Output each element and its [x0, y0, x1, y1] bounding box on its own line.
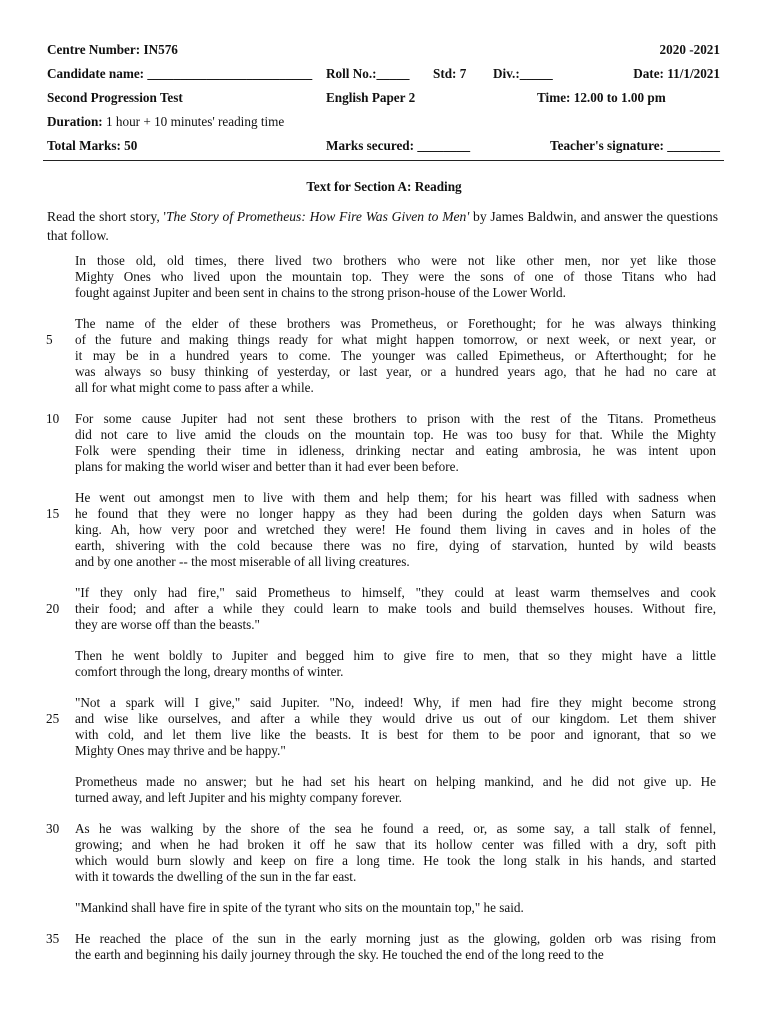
line-number: 15	[46, 506, 60, 521]
story-paragraph	[75, 253, 716, 301]
story-line	[75, 459, 716, 475]
story-paragraph	[46, 585, 716, 633]
candidate-name: Candidate name: _________________________	[47, 66, 313, 81]
header-row-3	[47, 90, 720, 114]
line-text: Prometheus made no answer; but he had set his heart on helping mankind, and he did not give up. He	[75, 774, 716, 789]
story-line	[75, 585, 716, 601]
story-line	[46, 411, 716, 427]
line-text: and wise like ourselves, and after a while they would drive us out of our kingdom. Let them shiver	[75, 711, 716, 726]
line-text: it may be in a hundred years to come. The younger was called Epimetheus, or Afterthought; for he	[75, 348, 716, 363]
header-row-2	[47, 66, 720, 90]
paper-name: English Paper 2	[326, 90, 416, 105]
line-text: with cold, and let them live like the beasts. It is best for them to be poor and ignorant, that so we	[75, 727, 716, 742]
line-number: 10	[46, 411, 60, 426]
line-number: 30	[46, 821, 60, 836]
line-text: plans for making the world wiser and better than it had ever been before.	[75, 459, 459, 474]
story-line	[46, 821, 716, 837]
line-number: 5	[46, 332, 53, 347]
story-title: The Story of Prometheus: How Fire Was Given to Men'	[165, 209, 470, 224]
line-text: As he was walking by the shore of the sea he found a reed, or, as some say, a tall stalk of fennel,	[75, 821, 716, 836]
story-line	[75, 837, 716, 853]
story-line	[75, 348, 716, 364]
story-paragraph	[75, 648, 716, 680]
line-text: they are worse off than the beasts."	[75, 617, 260, 632]
line-text: of the future and making things ready for what might happen tomorrow, or next week, or next year, or	[75, 332, 716, 347]
line-text: the earth and beginning his daily journey through the sky. He touched the end of the long reed to the	[75, 947, 604, 962]
story-line	[75, 900, 716, 916]
line-text: He went out amongst men to live with them and help them; for his heart was filled with sadness when	[75, 490, 716, 505]
line-text: The name of the elder of these brothers was Prometheus, or Forethought; for he was always thinking	[75, 316, 716, 331]
story-paragraph	[46, 931, 716, 963]
total-marks: Total Marks: 50	[47, 138, 138, 153]
story-paragraph	[75, 900, 716, 916]
exam-date: Date: 11/1/2021	[633, 66, 720, 81]
story-line	[75, 869, 716, 885]
header-row-5	[47, 138, 720, 162]
story-paragraph	[46, 695, 716, 759]
story-line	[75, 538, 716, 554]
line-text: their food; and after a while they could learn to make tools and build themselves houses. Without fire,	[75, 601, 716, 616]
line-text: all for what might come to pass after a while.	[75, 380, 314, 395]
line-text: He reached the place of the sun in the early morning just as the glowing, golden orb was rising from	[75, 931, 716, 946]
story-line	[46, 711, 716, 727]
story-line	[75, 427, 716, 443]
story-line	[75, 443, 716, 459]
line-text: turned away, and left Jupiter and his mighty company forever.	[75, 790, 402, 805]
story-line	[75, 617, 716, 633]
standard: Std: 7	[433, 66, 467, 81]
line-text: fought against Jupiter and been sent in chains to the strong prison-house of the Lower World.	[75, 285, 566, 300]
line-text: "If they only had fire," said Prometheus to himself, "they could at least warm themselves and cook	[75, 585, 716, 600]
story-line	[75, 648, 716, 664]
line-text: did not care to live amid the clouds on the mountain top. He was too busy for that. While the Mighty	[75, 427, 716, 442]
story-line	[75, 853, 716, 869]
line-text: Folk were spending their time in idleness, drinking nectar and eating ambrosia, he was intent upon	[75, 443, 716, 458]
line-text: and by one another -- the most miserable of all living creatures.	[75, 554, 410, 569]
intro-before: Read the short story, '	[47, 209, 166, 224]
line-text: Then he went boldly to Jupiter and begged him to give fire to men, that so they might have a little	[75, 648, 716, 663]
story-line	[75, 727, 716, 743]
story-paragraph	[46, 411, 716, 475]
story-line	[75, 774, 716, 790]
line-text: was always so busy thinking of yesterday, or last year, or a hundred years ago, that he had no care at	[75, 364, 716, 379]
story-line	[75, 380, 716, 396]
story-paragraph	[46, 490, 716, 570]
line-text: earth, shivering with the cold because there was no fire, dying of starvation, hunted by wild beasts	[75, 538, 716, 553]
division: Div.:_____	[493, 66, 553, 81]
story-line	[75, 554, 716, 570]
story-line	[75, 490, 716, 506]
line-text: growing; and when he had broken it off he saw that its hollow center was filled with a dry, soft pith	[75, 837, 716, 852]
story-line	[75, 695, 716, 711]
duration-value: 1 hour + 10 minutes' reading time	[105, 114, 285, 129]
exam-time: Time: 12.00 to 1.00 pm	[537, 90, 666, 105]
duration	[47, 114, 284, 130]
header-row-1	[47, 42, 720, 66]
test-name: Second Progression Test	[47, 90, 183, 105]
centre-number: Centre Number: IN576	[47, 42, 178, 57]
story-line	[75, 790, 716, 806]
story-line	[75, 253, 716, 269]
story-line	[46, 332, 716, 348]
line-text: "Not a spark will I give," said Jupiter. "No, indeed! Why, if men had fire they might become strong	[75, 695, 716, 710]
line-text: which would burn slowly and keep on fire a long time. He took the long stalk in his hands, and started	[75, 853, 716, 868]
section-title: Text for Section A: Reading	[306, 179, 462, 194]
story-text	[46, 253, 716, 978]
line-text: Mighty Ones may thrive and be happy."	[75, 743, 286, 758]
academic-year: 2020 -2021	[659, 42, 720, 57]
line-text: he found that they were no longer happy as they had been during the golden days when Saturn was	[75, 506, 716, 521]
story-line	[46, 931, 716, 947]
marks-secured: Marks secured: ________	[326, 138, 471, 153]
roll-number: Roll No.:_____	[326, 66, 410, 81]
story-line	[75, 947, 716, 963]
teacher-signature: Teacher's signature: ________	[550, 138, 720, 153]
story-paragraph	[46, 316, 716, 396]
line-number: 35	[46, 931, 60, 946]
story-line	[75, 285, 716, 301]
line-text: For some cause Jupiter had not sent these brothers to prison with the rest of the Titans. Prometheus	[75, 411, 716, 426]
duration-label: Duration:	[47, 114, 103, 129]
line-text: "Mankind shall have fire in spite of the tyrant who sits on the mountain top," he said.	[75, 900, 524, 915]
story-paragraph	[46, 821, 716, 885]
story-line	[75, 743, 716, 759]
intro-after: by James Baldwin, and answer the questions that follow.	[47, 209, 718, 243]
line-text: Mighty Ones who lived upon the mountain top. They were the sons of one of those Titans who had	[75, 269, 716, 284]
header-divider	[43, 160, 724, 161]
story-line	[75, 364, 716, 380]
exam-header	[47, 42, 720, 162]
instructions	[47, 207, 718, 245]
story-line	[75, 664, 716, 680]
line-text: comfort through the long, dreary months of winter.	[75, 664, 344, 679]
story-paragraph	[75, 774, 716, 806]
story-line	[46, 506, 716, 522]
line-text: In those old, old times, there lived two brothers who were not like other men, nor yet like those	[75, 253, 716, 268]
story-line	[75, 269, 716, 285]
story-line	[46, 601, 716, 617]
story-line	[75, 316, 716, 332]
line-number: 20	[46, 601, 60, 616]
line-text: king. Ah, how very poor and wretched they were! He found them living in caves and in holes of the	[75, 522, 716, 537]
line-number: 25	[46, 711, 60, 726]
line-text: with it towards the dwelling of the sun in the far east.	[75, 869, 357, 884]
story-line	[75, 522, 716, 538]
header-row-4	[47, 114, 720, 138]
